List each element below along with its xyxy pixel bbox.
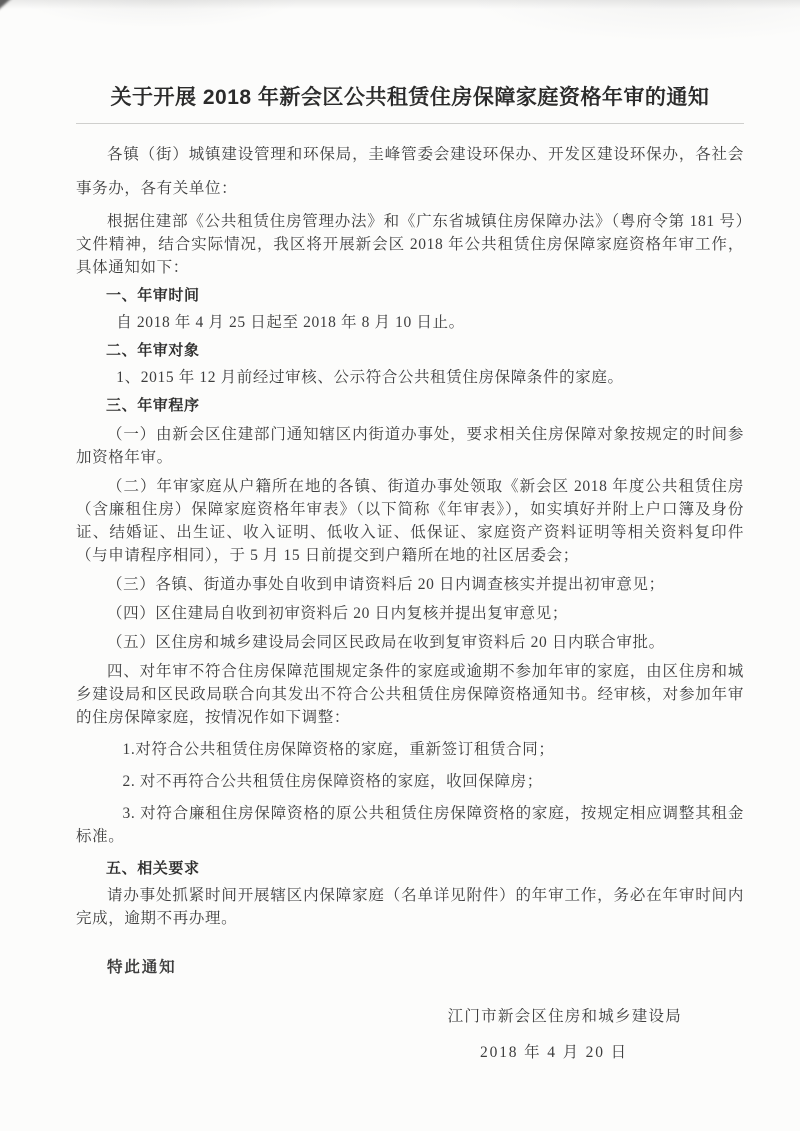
signature-block bbox=[76, 1005, 744, 1064]
section-heading: 一、年审时间 bbox=[106, 287, 200, 304]
title-divider bbox=[76, 123, 744, 124]
sub-paragraph: 自 2018 年 4 月 25 日起至 2018 年 8 月 10 日止。 bbox=[116, 314, 465, 331]
procedure-item: （三）各镇、街道办事处自收到申请资料后 20 日内调查核实并提出初审意见； bbox=[107, 576, 665, 593]
adjustment-item: 1.对符合公共租赁住房保障资格的家庭，重新签订租赁合同； bbox=[122, 741, 555, 758]
body-paragraph: 根据住建部《公共租赁住房管理办法》和《广东省城镇住房保障办法》（粤府令第 181 号）文件精神，结合实际情况，我区将开展新会区 2018 年公共租赁住房保障家庭资格年审工作，具体通知如下： bbox=[76, 213, 744, 276]
sub-paragraph: 1、2015 年 12 月前经过审核、公示符合公共租赁住房保障条件的家庭。 bbox=[116, 369, 624, 386]
section-heading: 三、年审程序 bbox=[106, 397, 200, 414]
procedure-item: （五）区住房和城乡建设局会同区民政局在收到复审资料后 20 日内联合审批。 bbox=[107, 634, 665, 651]
section-heading: 二、年审对象 bbox=[106, 342, 200, 359]
procedure-item: （四）区住建局自收到初审资料后 20 日内复核并提出复审意见； bbox=[107, 605, 568, 622]
issue-date: 2018 年 4 月 20 日 bbox=[479, 1044, 628, 1061]
document-title: 关于开展 2018 年新会区公共租赁住房保障家庭资格年审的通知 bbox=[110, 86, 710, 109]
closing-phrase: 特此通知 bbox=[107, 959, 177, 976]
body-paragraph: 请办事处抓紧时间开展辖区内保障家庭（名单详见附件）的年审工作，务必在年审时间内完成，逾期不再办理。 bbox=[76, 887, 744, 927]
section-heading: 五、相关要求 bbox=[106, 860, 200, 877]
adjustment-item: 2. 对不再符合公共租赁住房保障资格的家庭，收回保障房； bbox=[122, 773, 543, 790]
salutation-paragraph: 各镇（街）城镇建设管理和环保局，圭峰管委会建设环保办、开发区建设环保办，各社会事务办，各有关单位： bbox=[76, 146, 744, 197]
document-body bbox=[76, 138, 744, 979]
body-paragraph: 四、对年审不符合住房保障范围规定条件的家庭或逾期不参加年审的家庭，由区住房和城乡建设局和区民政局联合向其发出不符合公共租赁住房保障资格通知书。经审核，对参加年审的住房保障家庭，按情况作如下调整： bbox=[76, 663, 744, 726]
procedure-item: （二）年审家庭从户籍所在地的各镇、街道办事处领取《新会区 2018 年度公共租赁住房（含廉租住房）保障家庭资格年审表》（以下简称《年审表》），如实填好并附上户口簿及身份证、结婚证、出生证、收入证明、低收入证、低保证、家庭资产资料证明等相关资料复印件（与申请程序相同），于 5 月 15 日前提交到户籍所在地的社区居委会； bbox=[76, 478, 744, 564]
issuing-authority: 江门市新会区住房和城乡建设局 bbox=[447, 1008, 682, 1025]
procedure-item: （一）由新会区住建部门通知辖区内街道办事处，要求相关住房保障对象按规定的时间参加资格年审。 bbox=[76, 426, 744, 466]
adjustment-item: 3. 对符合廉租住房保障资格的原公共租赁住房保障资格的家庭，按规定相应调整其租金标准。 bbox=[76, 805, 744, 845]
